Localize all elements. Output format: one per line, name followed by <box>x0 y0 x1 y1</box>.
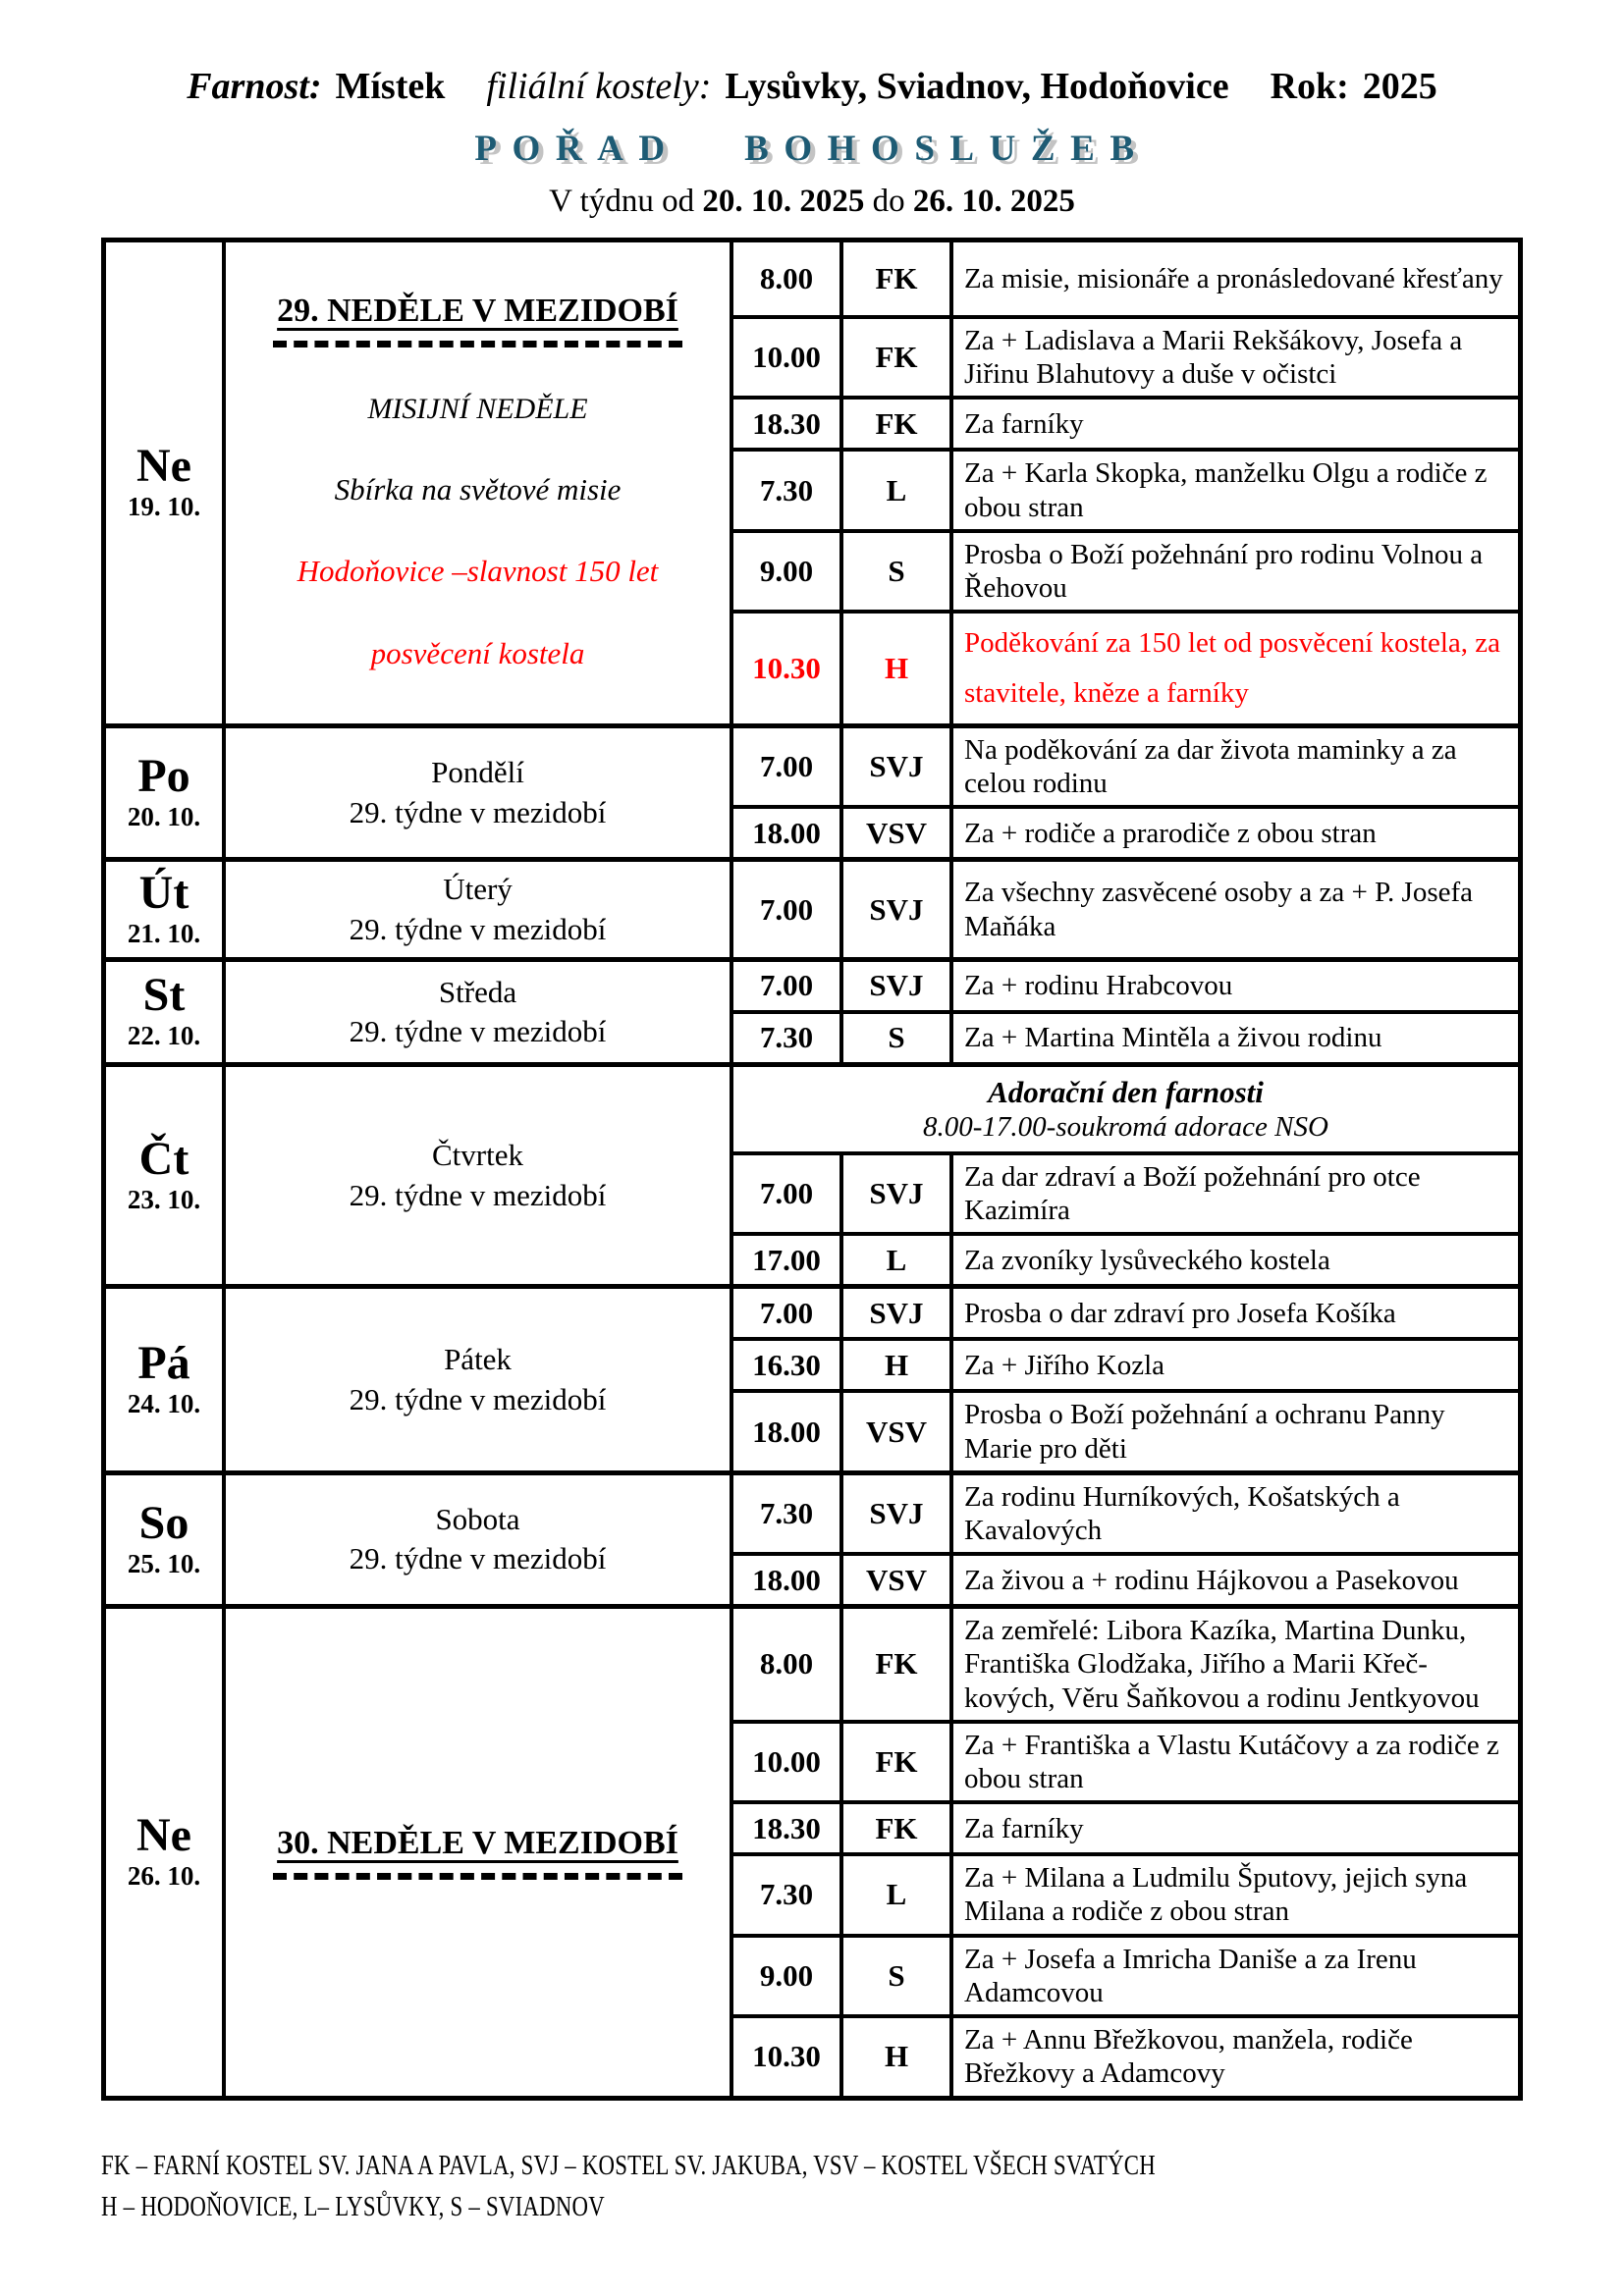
mass-time: 7.00 <box>733 862 843 957</box>
mass-church-code: FK <box>843 1804 953 1852</box>
day-description <box>226 1289 733 1469</box>
day-cell <box>106 1609 226 2095</box>
mass-intention: Prosba o Boží požehnání a ochranu Panny Marie pro děti <box>964 1399 1445 1465</box>
mass-list <box>733 1067 1518 1284</box>
day-block-čt <box>106 1067 1518 1289</box>
farnost-value: Místek <box>335 66 446 107</box>
week-prefix: V týdnu od <box>549 184 695 219</box>
desc-line: posvěcení kostela <box>370 635 585 670</box>
mass-time: 7.30 <box>733 1014 843 1062</box>
mass-intention: Za zemřelé: Libora Kazíka, Martina Dunku, Františka Glodžaka, Jiřího a Marii Křeč-kových, Věru Šaňkovou a rodinu Jentkyovou <box>964 1615 1480 1714</box>
document <box>101 0 1523 2229</box>
mass-church-code: VSV <box>843 1393 953 1469</box>
mass-row <box>733 400 1518 452</box>
day-code: Pá <box>137 1337 190 1389</box>
mass-intention: Za + Annu Břežkovou, manžela, rodiče Břežkovy a Adamcovy <box>964 2024 1413 2090</box>
mass-list <box>733 962 1518 1062</box>
mass-list <box>733 1289 1518 1469</box>
mass-church-code: VSV <box>843 809 953 857</box>
mass-row <box>733 1804 1518 1856</box>
mass-row <box>733 242 1518 319</box>
mass-time: 7.00 <box>733 1155 843 1232</box>
mass-intention: Za dar zdraví a Boží požehnání pro otce Kazimíra <box>964 1160 1421 1227</box>
mass-intention: Za rodinu Hurníkových, Košatských a Kavalových <box>964 1480 1400 1546</box>
mass-church-code: SVJ <box>843 962 953 1010</box>
desc-line: Čtvrtek <box>432 1138 523 1173</box>
mass-row <box>733 533 1518 614</box>
mass-intention: Za zvoníky lysůveckého kostela <box>964 1244 1330 1276</box>
desc-line: 30. NEDĚLE V MEZIDOBÍ <box>273 1825 682 1880</box>
day-cell <box>106 862 226 957</box>
mass-time: 18.30 <box>733 400 843 448</box>
filial-label: filiální kostely: <box>486 66 712 107</box>
document-header <box>101 65 1523 108</box>
day-description <box>226 728 733 857</box>
mass-time: 7.30 <box>733 452 843 528</box>
mass-intention: Za + Martina Mintěla a živou rodinu <box>964 1022 1382 1054</box>
desc-line: Sobota <box>435 1502 520 1537</box>
mass-church-code: SVJ <box>843 1475 953 1552</box>
desc-line: 29. NEDĚLE V MEZIDOBÍ <box>273 293 682 347</box>
day-cell <box>106 962 226 1062</box>
day-cell <box>106 1067 226 1284</box>
day-cell <box>106 1289 226 1469</box>
day-description <box>226 1609 733 2095</box>
day-code: Po <box>137 750 190 803</box>
desc-line: MISIJNÍ NEDĚLE <box>367 393 588 426</box>
mass-intention: Za všechny zasvěcené osoby a za + P. Josefa Maňáka <box>964 877 1474 942</box>
mass-church-code: H <box>843 1341 953 1389</box>
day-date: 19. 10. <box>127 492 201 522</box>
mass-time: 18.30 <box>733 1804 843 1852</box>
mass-time: 8.00 <box>733 242 843 315</box>
day-code: St <box>142 969 186 1022</box>
desc-line: 29. týdne v mezidobí <box>349 1013 607 1048</box>
mass-row <box>733 1556 1518 1604</box>
mass-intention: Za farníky <box>964 1812 1084 1844</box>
week-to-date: 26. 10. 2025 <box>912 184 1075 219</box>
mass-time: 18.00 <box>733 809 843 857</box>
mass-intention: Za + Ladislava a Marii Rekšákovy, Josefa a Jiřinu Blahutovy a duše v očistci <box>964 325 1463 391</box>
mass-intention: Za + Jiřího Kozla <box>964 1349 1164 1381</box>
mass-row <box>733 1236 1518 1284</box>
mass-intention: Za + Karla Skopka, manželku Olgu a rodiče z obou stran <box>964 457 1488 523</box>
page-title: POŘAD BOHOSLUŽEB <box>474 129 1150 169</box>
mass-church-code: FK <box>843 1724 953 1800</box>
desc-line: Pátek <box>444 1342 512 1377</box>
legend-line-1: FK – FARNÍ KOSTEL SV. JANA A PAVLA, SVJ – KOSTEL SV. JAKUBA, VSV – KOSTEL VŠECH SVATÝCH <box>101 2150 1156 2181</box>
mass-row <box>733 1014 1518 1062</box>
mass-intention: Prosba o Boží požehnání pro rodinu Volnou a Řehovou <box>964 538 1484 605</box>
mass-row <box>733 452 1518 532</box>
mass-row <box>733 1475 1518 1556</box>
mass-row <box>733 1289 1518 1341</box>
mass-time: 7.00 <box>733 728 843 805</box>
day-date: 24. 10. <box>127 1389 201 1418</box>
mass-intention: Za + Františka a Vlastu Kutáčovy a za rodiče z obou stran <box>964 1729 1499 1795</box>
day-code: Čt <box>138 1133 189 1186</box>
mass-row <box>733 1856 1518 1937</box>
day-block-pá <box>106 1289 1518 1474</box>
mass-row <box>733 962 1518 1014</box>
mass-row <box>733 1724 1518 1804</box>
day-date: 21. 10. <box>127 919 201 949</box>
day-code: Ne <box>136 1809 191 1862</box>
day-block-ne <box>106 1609 1518 2095</box>
mass-church-code: SVJ <box>843 728 953 805</box>
mass-row <box>733 1341 1518 1393</box>
mass-time: 7.00 <box>733 962 843 1010</box>
mass-list <box>733 728 1518 857</box>
day-date: 26. 10. <box>127 1861 201 1892</box>
mass-church-code: S <box>843 1938 953 2014</box>
day-block-po <box>106 728 1518 862</box>
mass-intention: Poděkování za 150 let od posvěcení kostela, za stavitele, kněze a farníky <box>964 627 1501 710</box>
desc-line: 29. týdne v mezidobí <box>349 911 607 946</box>
adoration-subtitle: 8.00-17.00-soukromá adorace NSO <box>923 1111 1328 1144</box>
mass-intention: Prosba o dar zdraví pro Josefa Košíka <box>964 1297 1396 1329</box>
day-block-so <box>106 1475 1518 1609</box>
mass-church-code: L <box>843 1856 953 1933</box>
legend-line-2: H – HODOŇOVICE, L– LYSŮVKY, S – SVIADNOV <box>101 2192 605 2223</box>
schedule-table <box>101 238 1523 2101</box>
mass-church-code: SVJ <box>843 1289 953 1337</box>
mass-time: 18.00 <box>733 1393 843 1469</box>
mass-row <box>733 1393 1518 1469</box>
year-label: Rok: <box>1270 66 1349 107</box>
day-description <box>226 1067 733 1284</box>
mass-time: 9.00 <box>733 1938 843 2014</box>
mass-intention: Za + rodinu Hrabcovou <box>964 970 1233 1002</box>
desc-line: Středa <box>438 974 517 1009</box>
mass-church-code: SVJ <box>843 862 953 957</box>
mass-church-code: FK <box>843 242 953 315</box>
day-cell <box>106 728 226 857</box>
mass-time: 9.00 <box>733 533 843 610</box>
mass-time: 8.00 <box>733 1609 843 1720</box>
mass-time: 10.30 <box>733 614 843 723</box>
mass-intention: Za + Josefa a Imricha Daniše a za Irenu Adamcovou <box>964 1943 1417 2008</box>
day-block-út <box>106 862 1518 962</box>
day-date: 23. 10. <box>127 1185 201 1215</box>
day-date: 22. 10. <box>127 1021 201 1051</box>
mass-intention: Za misie, misionáře a pronásledované křesťany <box>964 262 1503 294</box>
day-description <box>226 1475 733 1604</box>
mass-church-code: L <box>843 452 953 528</box>
adoration-title: Adorační den farnosti <box>988 1074 1264 1109</box>
mass-row <box>733 614 1518 723</box>
mass-row <box>733 809 1518 857</box>
legend-footer <box>101 2146 1523 2230</box>
desc-line: Pondělí <box>431 755 524 790</box>
mass-list <box>733 1475 1518 1604</box>
mass-list <box>733 862 1518 957</box>
mass-church-code: L <box>843 1236 953 1284</box>
mass-church-code: FK <box>843 400 953 448</box>
day-block-st <box>106 962 1518 1067</box>
mass-time: 7.30 <box>733 1475 843 1552</box>
mass-church-code: SVJ <box>843 1155 953 1232</box>
mass-row <box>733 2018 1518 2095</box>
week-from-date: 20. 10. 2025 <box>702 184 865 219</box>
mass-church-code: S <box>843 1014 953 1062</box>
mass-row <box>733 1609 1518 1724</box>
week-range <box>101 184 1523 220</box>
mass-intention: Za + rodiče a prarodiče z obou stran <box>964 817 1377 849</box>
mass-church-code: S <box>843 533 953 610</box>
day-date: 20. 10. <box>127 802 201 832</box>
desc-line: Hodoňovice –slavnost 150 let <box>297 554 659 589</box>
mass-time: 10.00 <box>733 319 843 396</box>
farnost-label: Farnost: <box>187 66 322 107</box>
filial-value: Lysůvky, Sviadnov, Hodoňovice <box>725 66 1229 107</box>
day-cell <box>106 1475 226 1604</box>
mass-intention: Za + Milana a Ludmilu Šputovy, jejich syna Milana a rodiče z obou stran <box>964 1862 1468 1928</box>
desc-line: Úterý <box>443 872 513 907</box>
year-value: 2025 <box>1362 66 1437 107</box>
desc-line: 29. týdne v mezidobí <box>349 1177 607 1212</box>
mass-row <box>733 728 1518 809</box>
day-code: Út <box>138 867 189 920</box>
day-code: Ne <box>136 440 191 493</box>
mass-church-code: H <box>843 614 953 723</box>
mass-row <box>733 1938 1518 2018</box>
mass-time: 10.00 <box>733 1724 843 1800</box>
adoration-banner <box>733 1067 1518 1155</box>
mass-time: 10.30 <box>733 2018 843 2095</box>
mass-list <box>733 1609 1518 2095</box>
mass-row <box>733 862 1518 957</box>
day-description <box>226 862 733 957</box>
mass-church-code: FK <box>843 319 953 396</box>
mass-intention: Za farníky <box>964 407 1084 440</box>
day-description <box>226 242 733 723</box>
mass-church-code: VSV <box>843 1556 953 1604</box>
mass-church-code: FK <box>843 1609 953 1720</box>
day-block-ne <box>106 242 1518 728</box>
mass-list <box>733 242 1518 723</box>
day-date: 25. 10. <box>127 1548 201 1578</box>
mass-row <box>733 319 1518 400</box>
week-mid: do <box>872 184 905 219</box>
day-code: So <box>138 1496 189 1549</box>
mass-time: 7.30 <box>733 1856 843 1933</box>
day-cell <box>106 242 226 723</box>
desc-line: 29. týdne v mezidobí <box>349 1541 607 1576</box>
mass-intention: Za živou a + rodinu Hájkovou a Pasekovou <box>964 1564 1459 1596</box>
mass-time: 16.30 <box>733 1341 843 1389</box>
desc-line: 29. týdne v mezidobí <box>349 1381 607 1416</box>
desc-line: 29. týdne v mezidobí <box>349 794 607 829</box>
mass-time: 18.00 <box>733 1556 843 1604</box>
mass-church-code: H <box>843 2018 953 2095</box>
mass-time: 17.00 <box>733 1236 843 1284</box>
mass-time: 7.00 <box>733 1289 843 1337</box>
day-description <box>226 962 733 1062</box>
mass-intention: Na poděkování za dar života maminky a za celou rodinu <box>964 733 1457 800</box>
desc-line: Sbírka na světové misie <box>334 472 622 507</box>
mass-row <box>733 1155 1518 1236</box>
